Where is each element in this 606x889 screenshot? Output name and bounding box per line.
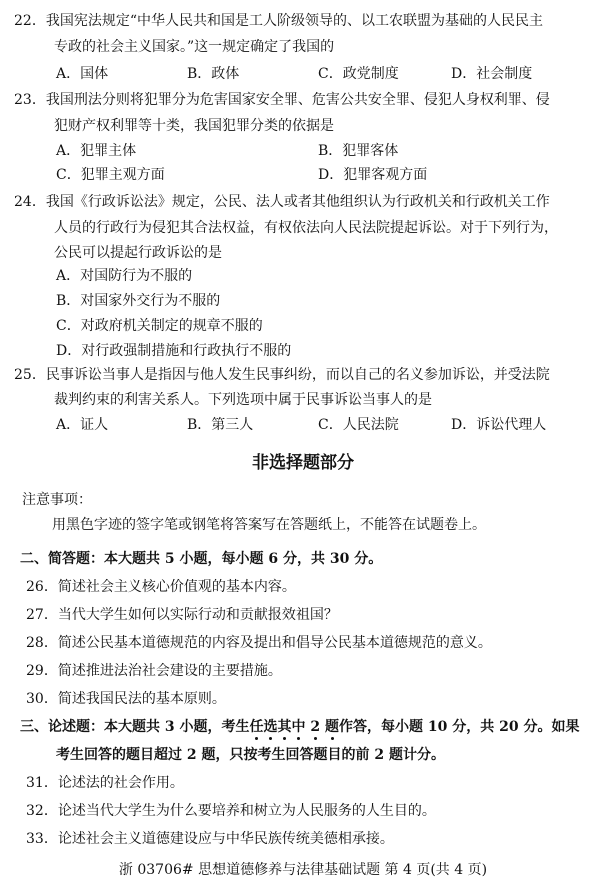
- emphasis-char: 2: [310, 719, 321, 735]
- q24-option-c: C．对政府机关制定的规章不服的: [56, 318, 263, 334]
- q22-option-b: B．政体: [187, 66, 240, 82]
- q23-option-a: A．犯罪主体: [56, 143, 137, 159]
- q25-line2: 裁判约束的利害关系人。下列选项中属于民事诉讼当事人的是: [54, 392, 432, 408]
- q26: 26．简述社会主义核心价值观的基本内容。: [26, 579, 296, 595]
- emphasis-char: 其: [277, 719, 292, 735]
- q22-option-a: A．国体: [56, 66, 109, 82]
- part3-heading-line1: [20, 720, 579, 734]
- q25-option-d: D．诉讼代理人: [451, 417, 547, 433]
- q27: 27．当代大学生如何以实际行动和贡献报效祖国？: [26, 607, 338, 623]
- q25-option-a: A．证人: [56, 417, 109, 433]
- part3-heading-line2: 考生回答的题目超过 2 题，只按考生回答题目的前 2 题计分。: [56, 747, 445, 763]
- q32: 32．论述当代大学生为什么要培养和树立为人民服务的人生目的。: [26, 803, 436, 819]
- q25-option-c: C．人民法院: [318, 417, 399, 433]
- q25-option-b: B．第三人: [187, 417, 254, 433]
- q24-line1: 24．我国《行政诉讼法》规定，公民、法人或者其他组织认为行政机关和行政机关工作: [14, 194, 550, 210]
- part2-heading: 二、简答题：本大题共 5 小题，每小题 6 分，共 30 分。: [20, 551, 383, 567]
- notice-text: 用黑色字迹的签字笔或钢笔将答案写在答题纸上，不能答在试题卷上。: [52, 517, 486, 533]
- notice-heading: 注意事项：: [22, 492, 92, 508]
- page-footer: 浙 03706# 思想道德修养与法律基础试题 第 4 页(共 4 页): [118, 862, 488, 878]
- q28: 28．简述公民基本道德规范的内容及提出和倡导公民基本道德规范的意义。: [26, 635, 492, 651]
- q23-line1: 23．我国刑法分则将犯罪分为危害国家安全罪、危害公共安全罪、侵犯人身权利罪、侵: [14, 92, 550, 108]
- q23-option-c: C．犯罪主观方面: [56, 167, 165, 183]
- q23-option-d: D．犯罪客观方面: [318, 167, 428, 183]
- q30: 30．简述我国民法的基本原则。: [26, 691, 226, 707]
- q24-option-b: B．对国家外交行为不服的: [56, 293, 221, 309]
- section-title: 非选择题部分: [252, 453, 354, 473]
- part3-heading-b: 作答，每小题 10 分，共 20 分。如果: [339, 719, 580, 735]
- q24-option-d: D．对行政强制措施和行政执行不服的: [56, 343, 292, 359]
- emphasis-char: 中: [291, 719, 306, 735]
- q22-option-d: D．社会制度: [451, 66, 533, 82]
- q33: 33．论述社会主义道德建设应与中华民族传统美德相承接。: [26, 831, 394, 847]
- q22-line2: 专政的社会主义国家。”这一规定确定了我国的: [54, 39, 335, 55]
- part3-heading-dotted: [250, 719, 340, 735]
- q24-line3: 公民可以提起行政诉讼的是: [54, 245, 222, 261]
- q29: 29．简述推进法治社会建设的主要措施。: [26, 663, 282, 679]
- q23-line2: 犯财产权利罪等十类，我国犯罪分类的依据是: [54, 118, 334, 134]
- emphasis-char: 任: [249, 719, 264, 735]
- q23-option-b: B．犯罪客体: [318, 143, 399, 159]
- q24-option-a: A．对国防行为不服的: [56, 268, 193, 284]
- q24-line2: 人员的行政行为侵犯其合法权益，有权依法向人民法院提起诉讼。对于下列行为，: [54, 220, 558, 236]
- emphasis-char: 题: [325, 719, 339, 735]
- part3-heading-a: 三、论述题：本大题共 3 小题，考生: [20, 719, 250, 735]
- q22-option-c: C．政党制度: [318, 66, 399, 82]
- q25-line1: 25．民事诉讼当事人是指因与他人发生民事纠纷，而以自己的名义参加诉讼，并受法院: [14, 367, 550, 383]
- emphasis-char: 选: [263, 719, 278, 735]
- q31: 31．论述法的社会作用。: [26, 775, 184, 791]
- q22-line1: 22．我国宪法规定“中华人民共和国是工人阶级领导的、以工农联盟为基础的人民民主: [14, 13, 543, 29]
